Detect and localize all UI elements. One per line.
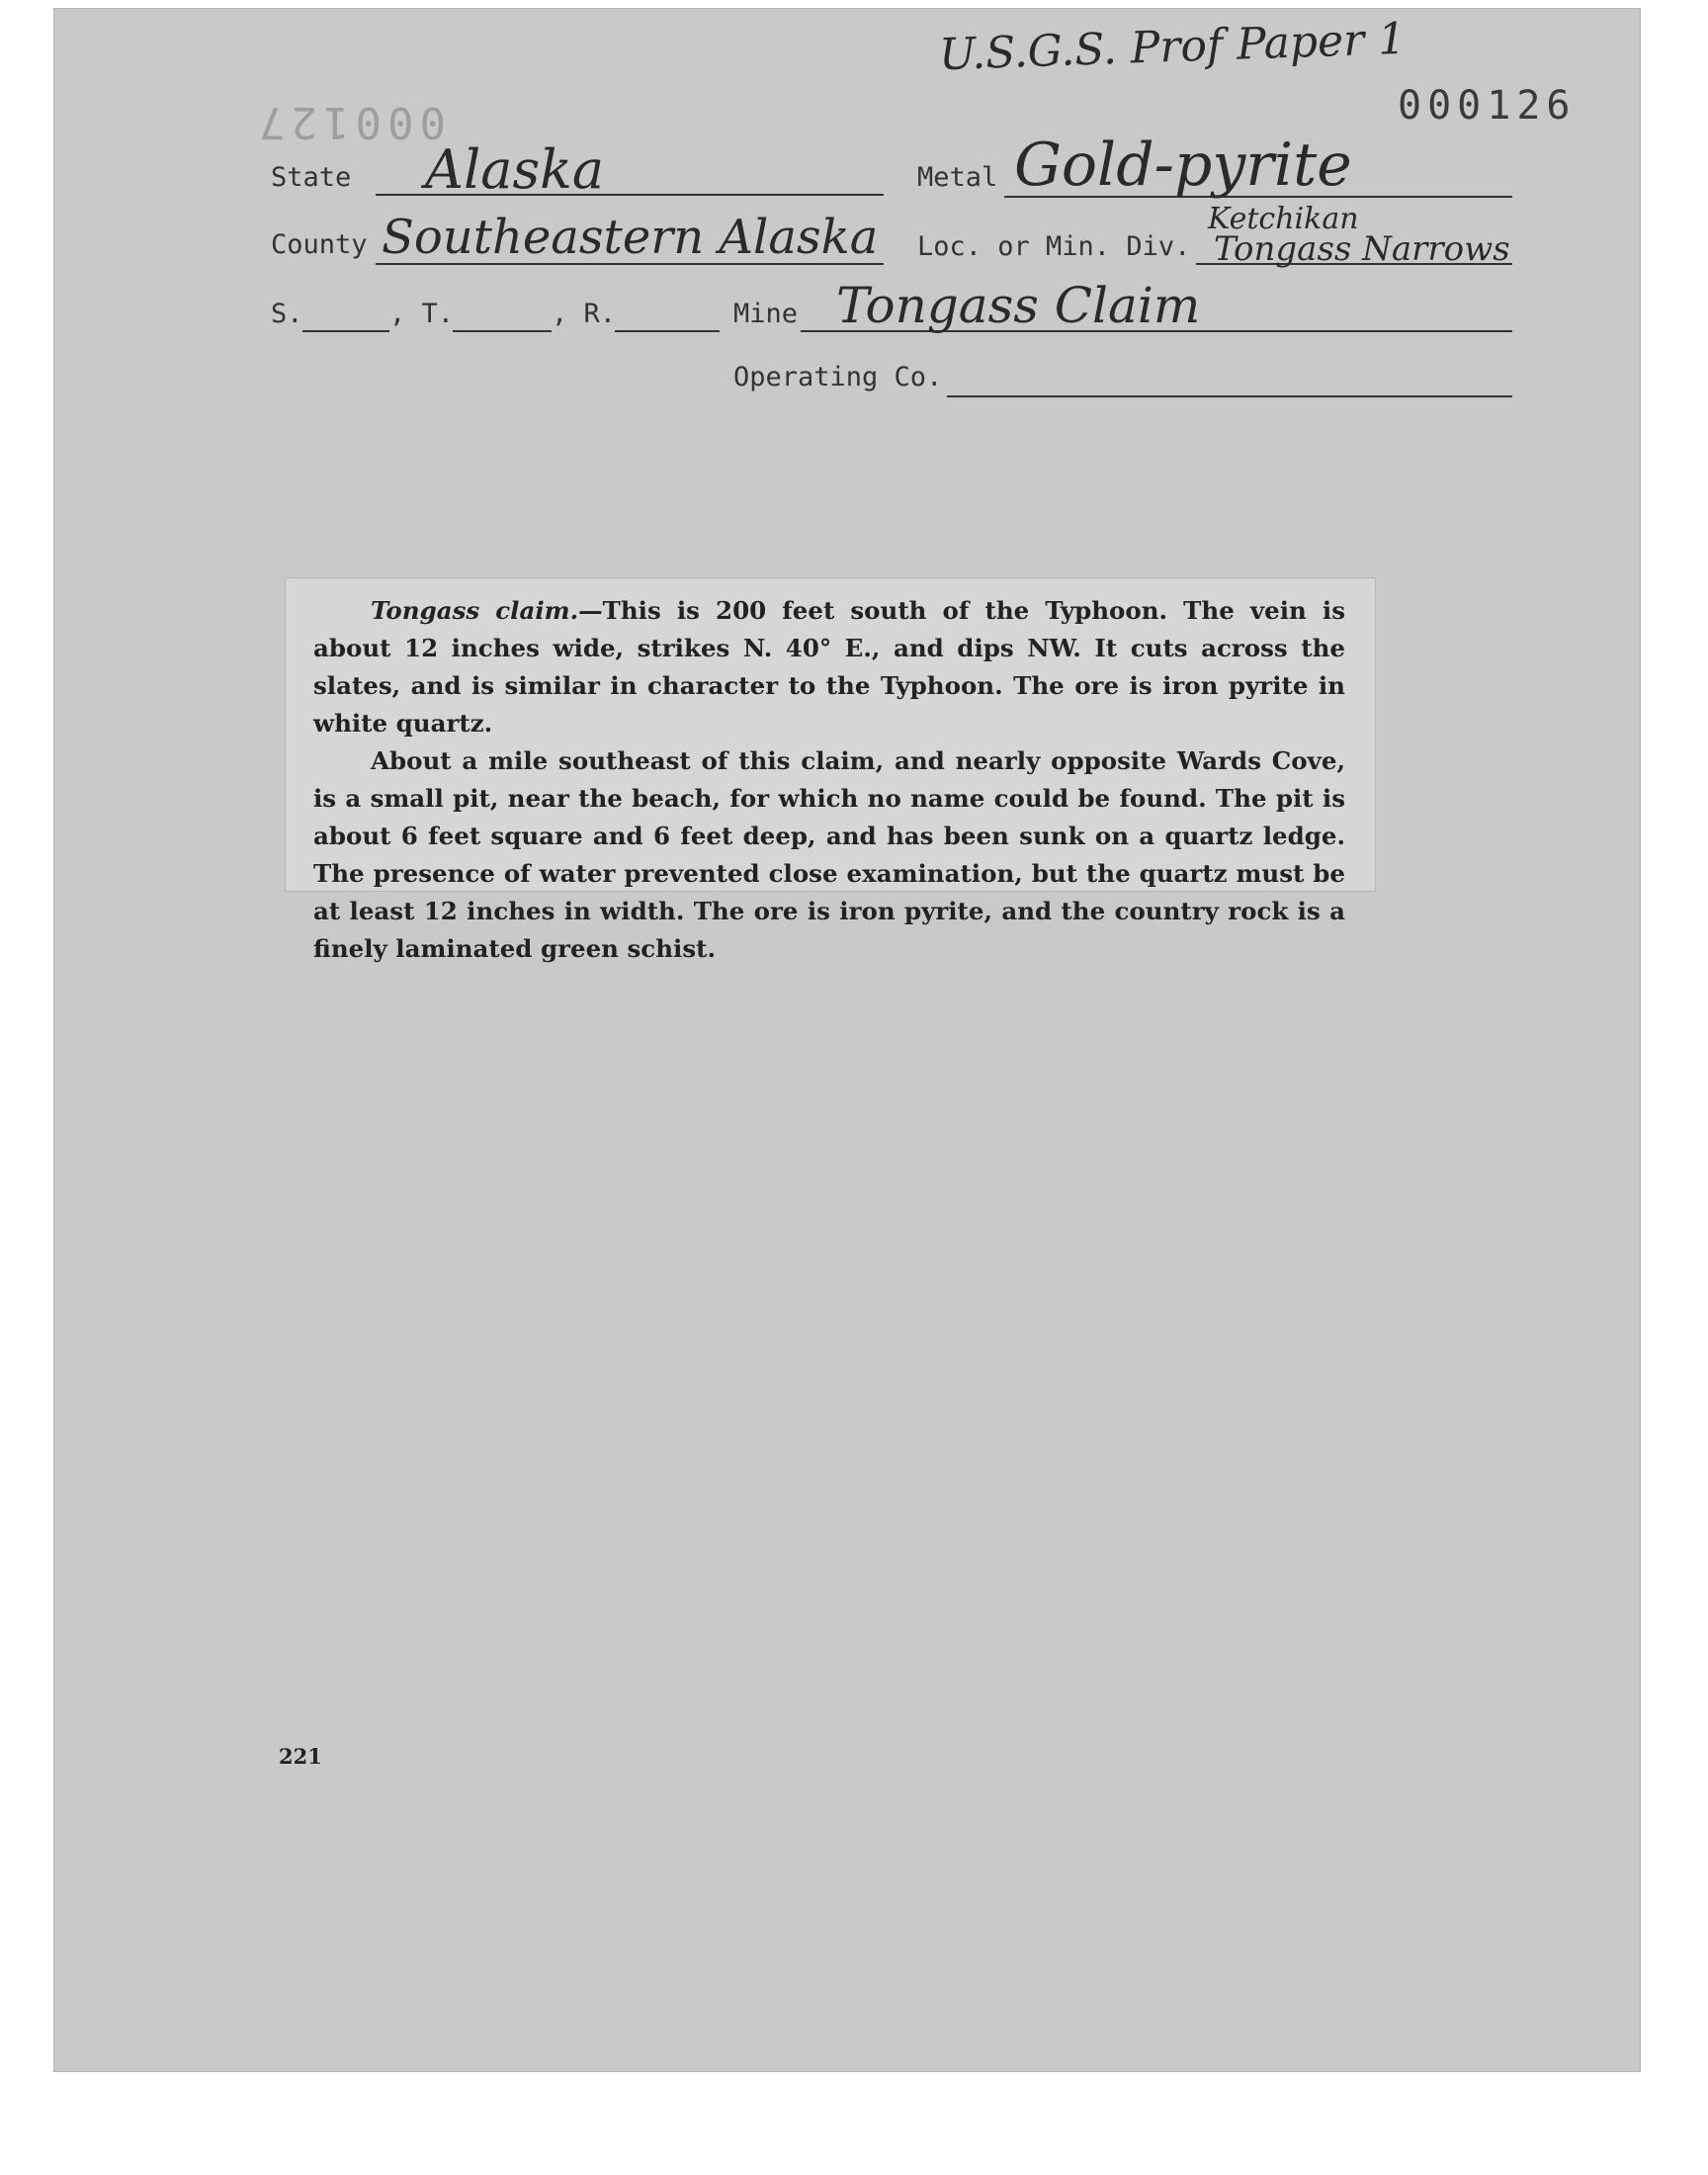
text-clipping xyxy=(285,577,1376,963)
loc-value-lower: Tongass Narrows xyxy=(1214,229,1510,269)
clipping-paragraph-2: About a mile southeast of this claim, and nearly opposite Wards Cove, is a small pit, near the beach, for which no name could be found. The pit is about 6 feet square and 6 feet deep, and has been sunk on a quartz ledge. The presence of water prevented close examination, but the quartz must be at least 12 inches in width. The ore is iron pyrite, and the country rock is a finely laminated green schist. xyxy=(313,746,1345,963)
clipping-lead: Tongass claim. xyxy=(371,596,579,625)
loc-value-upper: Ketchikan xyxy=(1208,202,1359,236)
mine-value: Tongass Claim xyxy=(836,277,1201,334)
handwritten-reference: U.S.G.S. Prof Paper 1 xyxy=(938,13,1407,81)
s-label: S. xyxy=(271,299,303,329)
loc-label: Loc. or Min. Div. xyxy=(917,231,1191,262)
county-label: County xyxy=(271,229,368,260)
state-label: State xyxy=(271,162,352,193)
metal-label: Metal xyxy=(917,162,998,193)
county-value: Southeastern Alaska xyxy=(382,210,879,265)
stamp-number: 000126 xyxy=(1398,83,1577,129)
operating-label: Operating Co. xyxy=(733,362,943,392)
t-line xyxy=(453,330,552,332)
ghost-stamp-number: 000127 xyxy=(253,97,446,147)
state-value: Alaska xyxy=(425,138,605,201)
clipping-p1-text: —This is 200 feet south of the Typhoon. The vein is about 12 inches wide, strikes N. 40° E., and dips NW. It cuts across the slates, and is similar in character to the Typhoon. The ore is iron pyrite in white quartz. xyxy=(313,596,1346,738)
clipping-paragraph-1 xyxy=(313,592,1345,742)
s-line xyxy=(302,330,389,332)
t-label: , T. xyxy=(389,299,455,329)
mine-label: Mine xyxy=(733,299,799,329)
page-number: 221 xyxy=(279,1744,322,1769)
operating-line xyxy=(947,395,1512,397)
r-label: , R. xyxy=(552,299,617,329)
r-line xyxy=(615,330,720,332)
metal-value: Gold-pyrite xyxy=(1014,130,1352,200)
